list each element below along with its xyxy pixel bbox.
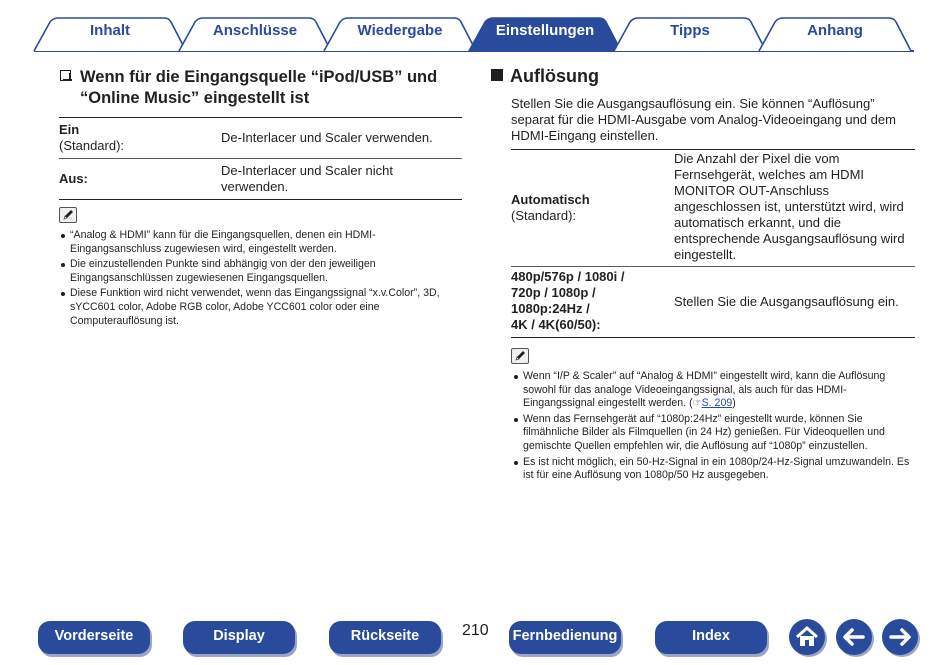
left-title-line2: “Online Music” eingestellt ist (80, 89, 310, 107)
nav-index-button[interactable]: Index (655, 621, 767, 654)
table-row (511, 267, 915, 338)
option-key-line: 4K / 4K(60/50): (511, 317, 601, 332)
option-key (511, 267, 674, 338)
table-row (59, 159, 462, 200)
table-row (511, 150, 915, 267)
option-key-sub: (Standard): (59, 138, 125, 153)
page-ref-link[interactable]: S. 209 (701, 397, 733, 410)
nav-fernbedienung-button[interactable]: Fernbedienung (509, 621, 621, 654)
arrow-left-icon (836, 619, 872, 655)
option-desc: Die Anzahl der Pixel die vom Fernsehgerät, welches am HDMI MONITOR OUT-Anschluss angeschlossen ist, unterstützt wird, wird automatisch erkannt, und die entsprechende Ausgangsauflösung wird eingestellt. (674, 151, 905, 262)
left-options-table (59, 117, 462, 200)
left-title-line1: Wenn für die Eingangsquelle “iPod/USB” und (80, 68, 438, 86)
right-section-title (491, 66, 599, 87)
tab-anschluesse[interactable]: Anschlüsse (212, 22, 298, 39)
home-button[interactable] (789, 619, 825, 655)
ref-open: ( (686, 397, 693, 410)
option-key (59, 159, 221, 200)
note-text: Wenn “I/P & Scaler” auf “Analog & HDMI” eingestellt wird, kann die Auflösung sowohl für das analoge Videoeingangssignal, als auch für das HDMI-Eingangssignal eingestellt werden. (523, 370, 886, 410)
nav-rueckseite-button[interactable]: Rückseite (329, 621, 441, 654)
arrow-right-icon (882, 619, 918, 655)
option-key (511, 150, 674, 267)
checkbox-icon (60, 70, 71, 81)
list-item (513, 370, 913, 411)
back-button[interactable] (836, 619, 872, 655)
nav-vorderseite-button[interactable]: Vorderseite (38, 621, 150, 654)
ref-close: ) (732, 397, 736, 410)
tab-wiedergabe[interactable]: Wiedergabe (357, 22, 443, 39)
option-desc: De-Interlacer und Scaler verwenden. (221, 130, 433, 145)
option-key-label: Ein (59, 122, 80, 137)
page-number: 210 (462, 622, 489, 639)
left-notes-list (60, 229, 455, 330)
forward-button[interactable] (882, 619, 918, 655)
table-row (59, 118, 462, 159)
tab-tipps[interactable]: Tipps (670, 22, 710, 39)
right-options-table (511, 149, 915, 338)
tab-einstellungen[interactable]: Einstellungen (495, 22, 595, 39)
list-item: Wenn das Fernsehgerät auf “1080p:24Hz” eingestellt wurde, können Sie filmähnliche Bilder als Filmquellen (in 24 Hz) genießen. Für Videoquellen und gemischte Quellen empfehlen wir, die Auflösung auf “1080p” einzustellen. (513, 413, 913, 454)
hand-pointer-icon: ☞ (692, 398, 702, 410)
tab-anhang[interactable]: Anhang (807, 22, 863, 39)
right-title-text: Auflösung (510, 66, 599, 86)
option-key-label: Aus: (59, 171, 88, 186)
option-desc-line2: verwenden. (221, 179, 289, 194)
option-desc: Stellen Sie die Ausgangsauflösung ein. (674, 294, 899, 309)
list-item: Diese Funktion wird nicht verwendet, wenn das Eingangssignal “x.v.Color”, 3D, sYCC601 color, Adobe RGB color, Adobe YCC601 color oder eine Computerauflösung ist. (60, 287, 455, 328)
list-item: Die einzustellenden Punkte sind abhängig von der den jeweiligen Eingangsanschlüssen zugewiesenen Eingangsquellen. (60, 258, 455, 285)
tab-inhalt[interactable]: Inhalt (90, 22, 130, 39)
list-item: “Analog & HDMI” kann für die Eingangsquellen, denen ein HDMI-Eingangsanschluss zugewiesen wird, eingestellt werden. (60, 229, 455, 256)
left-section-title (60, 67, 460, 109)
option-key-line: 480p/576p / 1080i / (511, 269, 625, 284)
option-desc-line1: De-Interlacer und Scaler nicht (221, 163, 393, 178)
home-icon (789, 619, 825, 655)
option-key-label: Automatisch (511, 191, 590, 207)
tab-bar (0, 0, 950, 56)
option-desc (221, 159, 462, 200)
nav-display-button[interactable]: Display (183, 621, 295, 654)
option-key-line: 1080p:24Hz / (511, 301, 590, 316)
list-item: Es ist nicht möglich, ein 50-Hz-Signal in ein 1080p/24-Hz-Signal umzuwandeln. Es ist für eine Auflösung von 1080p/50 Hz ausgegeben. (513, 456, 913, 483)
pencil-icon (59, 207, 77, 223)
square-bullet-icon (491, 69, 503, 81)
option-key-sub: (Standard): (511, 207, 577, 223)
pencil-icon (511, 348, 529, 364)
option-key (59, 118, 221, 159)
intro-text: Stellen Sie die Ausgangsauflösung ein. Sie können “Auflösung” separat für die HDMI-Ausgabe vom Analog-Videoeingang und dem HDMI-Eingang einstellen. (511, 96, 896, 143)
right-notes-list (513, 370, 913, 485)
option-key-line: 720p / 1080p / (511, 285, 596, 300)
